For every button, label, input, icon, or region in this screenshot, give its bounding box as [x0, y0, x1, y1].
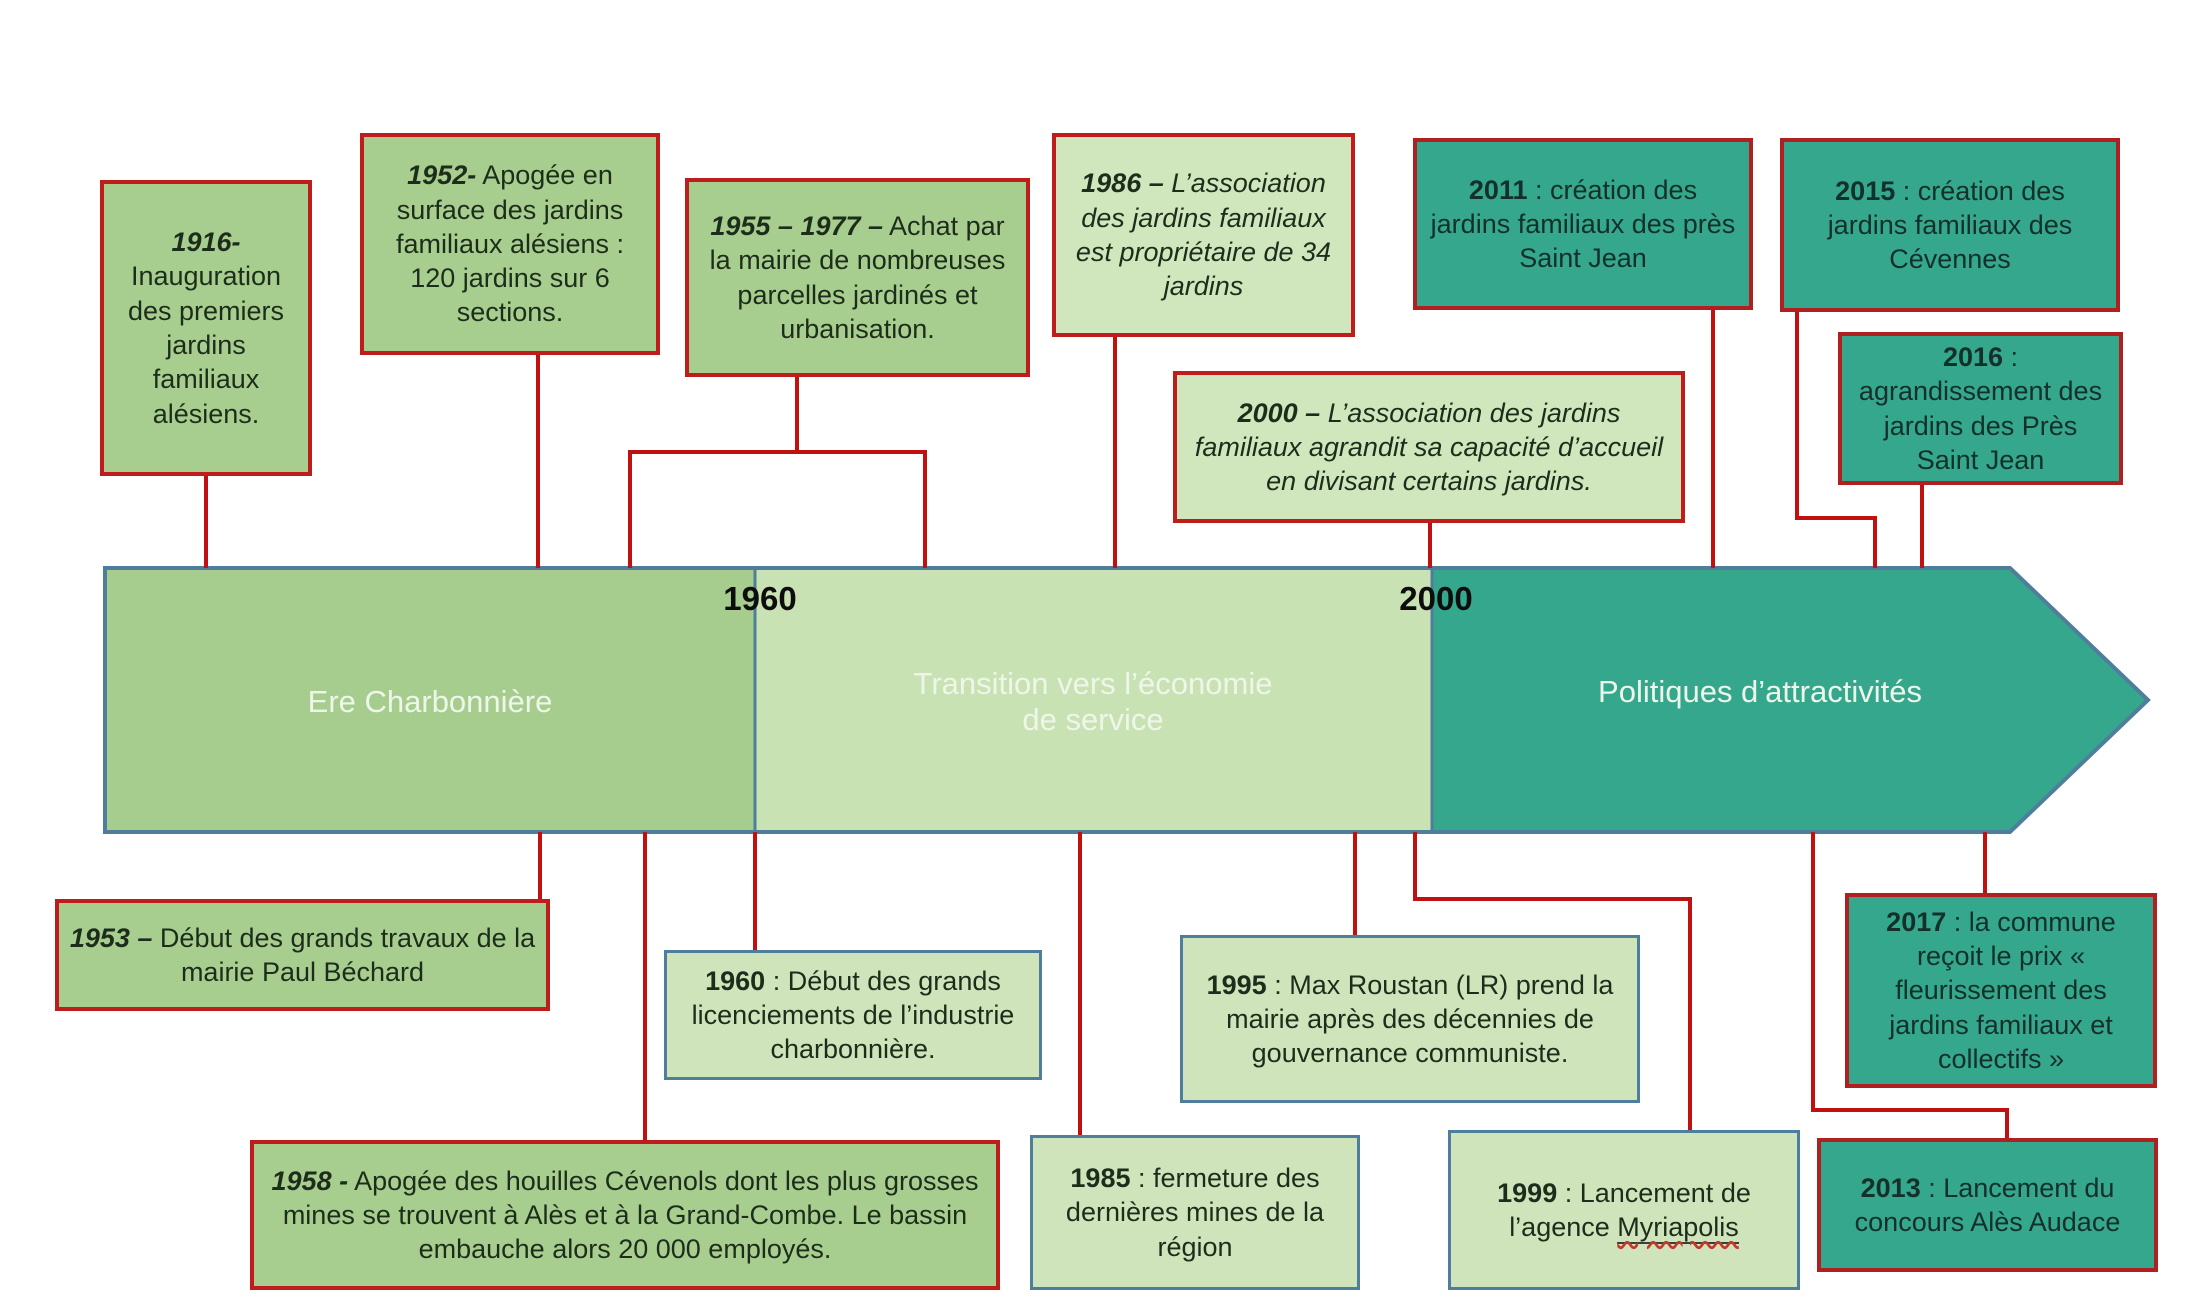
- event-box-1985: [1030, 1135, 1360, 1290]
- year-marker-1960: 1960: [723, 580, 797, 617]
- event-year: 2016: [1942, 341, 2004, 372]
- event-text: Début des grands travaux de la mairie Paul Béchard: [152, 922, 536, 987]
- event-box-2017: [1845, 893, 2157, 1088]
- event-year: 1955 – 1977 –: [710, 210, 884, 241]
- event-text: L’association des jardins familiaux agrandit sa capacité d’accueil en divisant certains jardins.: [1194, 397, 1664, 497]
- event-year: 1985: [1070, 1163, 1131, 1194]
- event-year: 2015: [1835, 175, 1896, 206]
- connector-1955-fork: [630, 452, 925, 568]
- event-year: 2000 –: [1237, 397, 1321, 428]
- event-text: : Lancement de l’agence: [1509, 1177, 1751, 1242]
- year-marker-2000: 2000: [1399, 580, 1473, 617]
- event-text: : fermeture des dernières mines de la région: [1065, 1163, 1325, 1262]
- event-text: : la commune reçoit le prix « fleurissement des jardins familiaux et collectifs »: [1889, 906, 2116, 1074]
- event-box-1955-1977: [685, 178, 1030, 377]
- event-box-2011: [1413, 138, 1753, 310]
- segment-label-ere-charbonniere: [308, 684, 553, 720]
- agency-name-misspelled: Myriapolis: [1617, 1212, 1739, 1242]
- event-box-1952: [360, 133, 660, 355]
- event-text: Apogée des houilles Cévenols dont les plus grosses mines se trouvent à Alès et à la Grand-Combe. Le bassin embauche alors 20 000 employés.: [282, 1165, 979, 1265]
- event-year: 2011: [1468, 174, 1528, 205]
- segment-label-attractivites: [1598, 674, 1922, 710]
- event-year: 2013: [1860, 1172, 1921, 1203]
- event-year: 1999: [1497, 1177, 1558, 1208]
- event-year: 1960: [705, 965, 766, 996]
- event-year: 2017: [1886, 906, 1947, 937]
- event-box-1953: [55, 899, 550, 1011]
- event-text: Inauguration des premiers jardins familiaux alésiens.: [127, 261, 285, 429]
- event-text: L’association des jardins familiaux est propriétaire de 34 jardins: [1075, 168, 1332, 302]
- event-box-2013: [1817, 1138, 2158, 1272]
- event-text: Apogée en surface des jardins familiaux alésiens : 120 jardins sur 6 sections.: [395, 160, 625, 328]
- segment-label-text: Politiques d’attractivités: [1598, 674, 1922, 709]
- event-box-1995: [1180, 935, 1640, 1103]
- segment-label-text: Ere Charbonnière: [307, 684, 553, 719]
- segment-label-line2: de service: [1022, 702, 1164, 737]
- event-text: : Lancement du concours Alès Audace: [1854, 1172, 2121, 1237]
- event-year: 1958 -: [271, 1165, 349, 1196]
- event-text: : création des jardins familiaux des Cévennes: [1827, 175, 2073, 275]
- event-text: : création des jardins familiaux des près Saint Jean: [1430, 174, 1736, 274]
- event-text: : Max Roustan (LR) prend la mairie après des décennies de gouvernance communiste.: [1226, 969, 1614, 1069]
- event-year: 1953 –: [69, 922, 153, 953]
- event-year: 1916-: [171, 227, 241, 258]
- event-box-1999: [1448, 1130, 1800, 1290]
- event-box-1958: [250, 1140, 1000, 1290]
- event-box-1916: [100, 180, 312, 476]
- event-text: : agrandissement des jardins des Près Saint Jean: [1858, 341, 2103, 475]
- event-box-2015: [1780, 138, 2120, 312]
- segment-label-transition: [914, 666, 1273, 738]
- event-box-1960: [664, 950, 1042, 1080]
- event-year: 1952-: [407, 160, 477, 191]
- event-year: 1986 –: [1081, 168, 1164, 199]
- event-box-1986: [1052, 133, 1355, 337]
- event-text: : Début des grands licenciements de l’industrie charbonnière.: [691, 965, 1015, 1065]
- segment-label-line1: Transition vers l’économie: [913, 666, 1273, 701]
- event-box-2016: [1838, 332, 2123, 485]
- event-box-2000: [1173, 371, 1685, 523]
- event-year: 1995: [1206, 969, 1267, 1000]
- event-text: Achat par la mairie de nombreuses parcelles jardinés et urbanisation.: [709, 210, 1006, 344]
